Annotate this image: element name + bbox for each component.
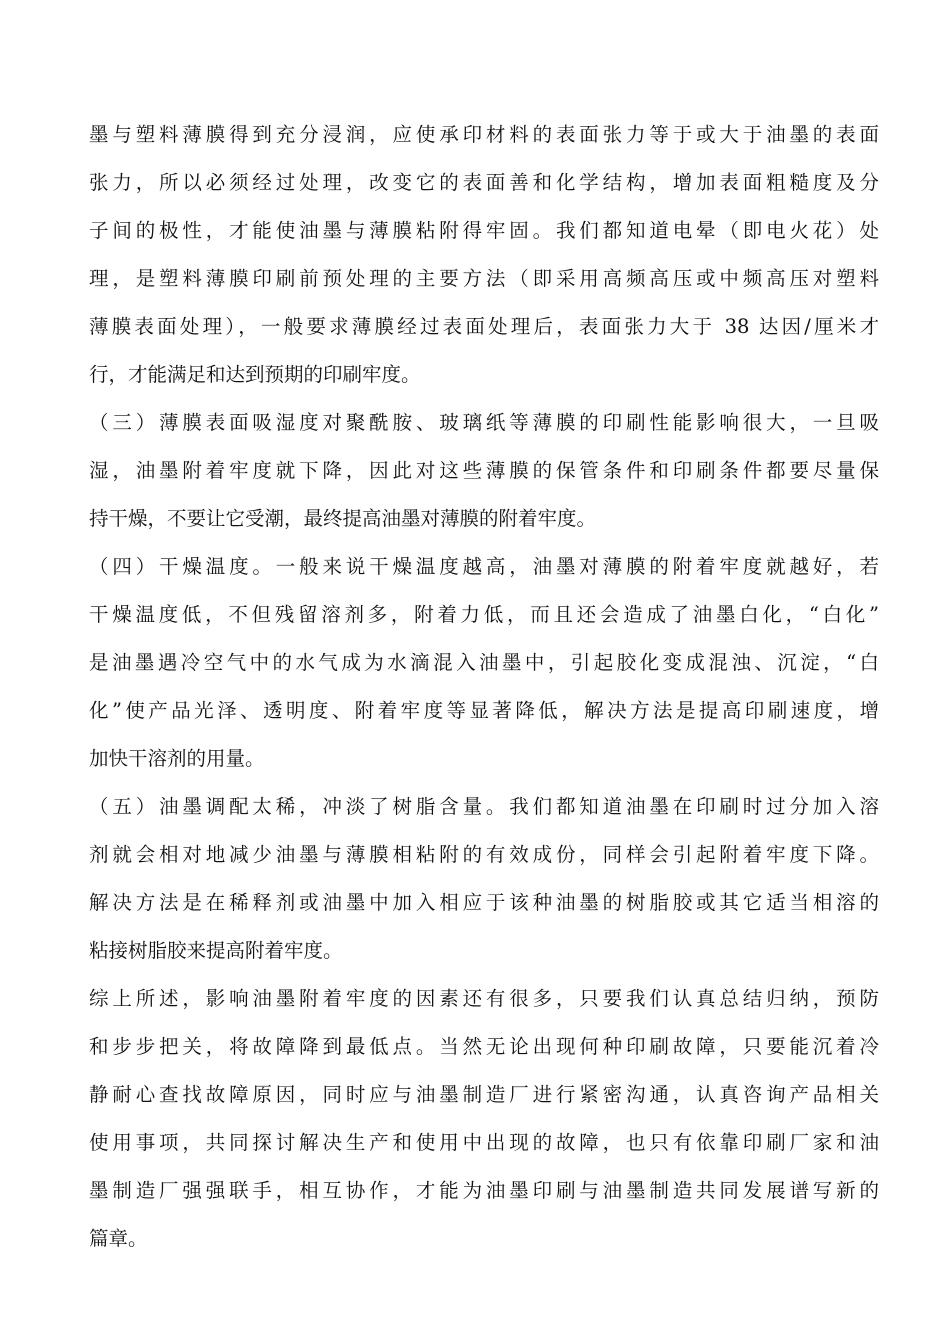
- text-line: 化”使产品光泽、透明度、附着牢度等显著降低，解决方法是提高印刷速度，增: [89, 699, 879, 722]
- text-line: 持干燥，不要让它受潮，最终提高油墨对薄膜的附着牢度。: [89, 507, 597, 530]
- text-line: 张力，所以必须经过处理，改变它的表面善和化学结构，增加表面粗糙度及分: [89, 171, 879, 194]
- text-line: 使用事项，共同探讨解决生产和使用中出现的故障，也只有依靠印刷厂家和油: [89, 1131, 879, 1154]
- paragraph-drying-temperature: [89, 543, 879, 783]
- text-line: 行，才能满足和达到预期的印刷牢度。: [89, 363, 421, 386]
- body-text: [89, 111, 879, 1263]
- text-line: 湿，油墨附着牢度就下降，因此对这些薄膜的保管条件和印刷条件都要尽量保: [89, 459, 879, 482]
- text-line: 是油墨遇冷空气中的水气成为水滴混入油墨中，引起胶化变成混浊、沉淀，“白: [89, 651, 879, 674]
- text-line: 薄膜表面处理），一般要求薄膜经过表面处理后，表面张力大于 38 达因/厘米才: [89, 315, 879, 338]
- text-line: 篇章。: [89, 1227, 148, 1250]
- text-line: 墨制造厂强强联手，相互协作，才能为油墨印刷与油墨制造共同发展谱写新的: [89, 1179, 879, 1202]
- text-line: 墨与塑料薄膜得到充分浸润，应使承印材料的表面张力等于或大于油墨的表面: [89, 123, 879, 146]
- text-line: 干燥温度低，不但残留溶剂多，附着力低，而且还会造成了油墨白化，“白化”: [89, 603, 879, 626]
- text-line: 粘接树脂胶来提高附着牢度。: [89, 939, 343, 962]
- text-line: 理，是塑料薄膜印刷前预处理的主要方法（即采用高频高压或中频高压对塑料: [89, 267, 879, 290]
- paragraph-humidity: [89, 399, 879, 543]
- text-line: 加快干溶剂的用量。: [89, 747, 265, 770]
- text-line: 综上所述，影响油墨附着牢度的因素还有很多，只要我们认真总结归纳，预防: [89, 987, 879, 1010]
- paragraph-conclusion: [89, 975, 879, 1263]
- text-line: 静耐心查找故障原因，同时应与油墨制造厂进行紧密沟通，认真咨询产品相关: [89, 1083, 879, 1106]
- text-line: （五）油墨调配太稀，冲淡了树脂含量。我们都知道油墨在印刷时过分加入溶: [89, 795, 879, 818]
- text-line: 解决方法是在稀释剂或油墨中加入相应于该种油墨的树脂胶或其它适当相溶的: [89, 891, 879, 914]
- text-line: 剂就会相对地减少油墨与薄膜相粘附的有效成份，同样会引起附着牢度下降。: [89, 843, 879, 866]
- text-line: （四）干燥温度。一般来说干燥温度越高，油墨对薄膜的附着牢度就越好，若: [89, 555, 879, 578]
- text-line: 和步步把关，将故障降到最低点。当然无论出现何种印刷故障，只要能沉着冷: [89, 1035, 879, 1058]
- text-line: （三）薄膜表面吸湿度对聚酰胺、玻璃纸等薄膜的印刷性能影响很大，一旦吸: [89, 411, 879, 434]
- paragraph-surface-tension: [89, 111, 879, 399]
- text-line: 子间的极性，才能使油墨与薄膜粘附得牢固。我们都知道电晕（即电火花）处: [89, 219, 879, 242]
- paragraph-ink-thinning: [89, 783, 879, 975]
